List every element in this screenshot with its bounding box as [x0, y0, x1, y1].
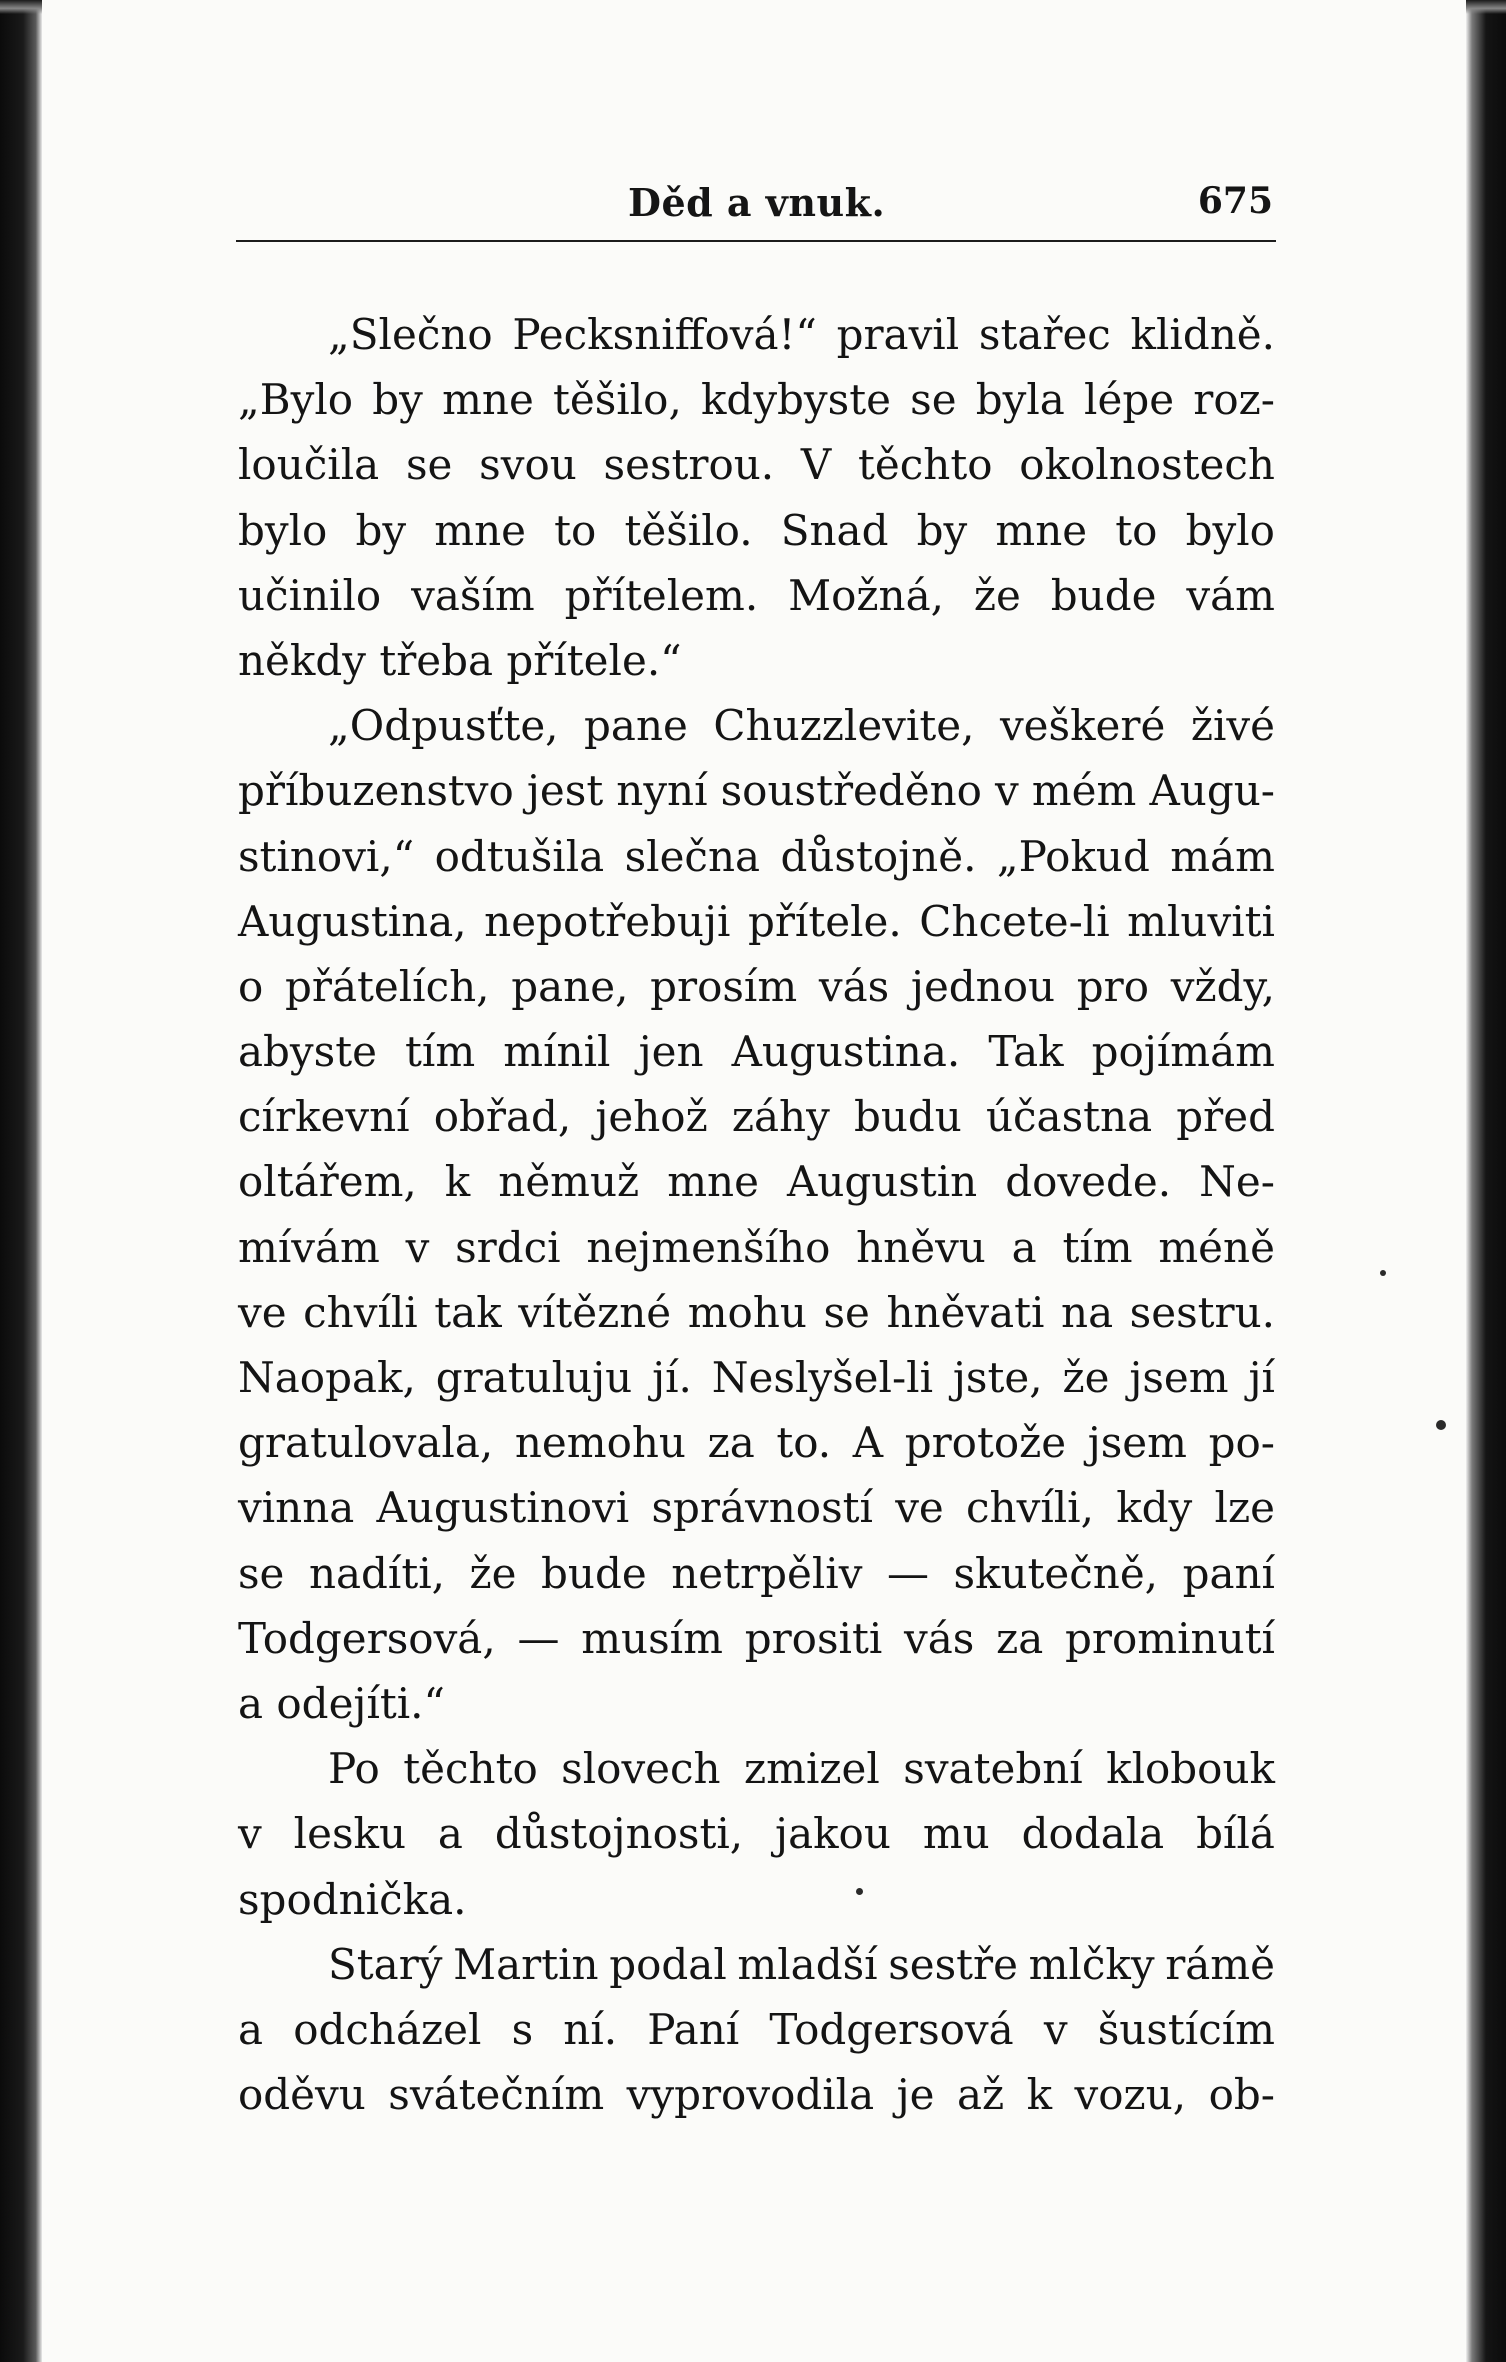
- text-line: o přátelích, pane, prosím vás jednou pro vždy,: [238, 961, 1275, 1011]
- text-line: církevní obřad, jehož záhy budu účastna před: [238, 1092, 1275, 1142]
- text-line: Augustina, nepotřebuji přítele. Chcete-li mluviti: [238, 896, 1275, 946]
- text-line: Naopak, gratuluju jí. Neslyšel-li jste, že jsem jí: [238, 1353, 1275, 1402]
- scan-left-edge: [0, 0, 42, 2362]
- scan-speck: [856, 1888, 863, 1895]
- text-line: příbuzenstvo jest nyní soustředěno v mém Augu-: [238, 766, 1275, 816]
- running-title: Děd a vnuk.: [628, 180, 886, 225]
- text-line: v lesku a důstojnosti, jakou mu dodala bílá: [238, 1809, 1275, 1859]
- text-line: „Odpusťte, pane Chuzzlevite, veškeré živé: [328, 701, 1275, 751]
- text-line: vinna Augustinovi správností ve chvíli, kdy lze: [238, 1483, 1275, 1533]
- text-line: mívám v srdci nejmenšího hněvu a tím méně: [238, 1222, 1275, 1272]
- page-number: 675: [1197, 180, 1273, 222]
- text-line: učinilo vaším přítelem. Možná, že bude vám: [238, 570, 1275, 620]
- text-line: a odcházel s ní. Paní Todgersová v šustícím: [238, 2004, 1275, 2054]
- text-line: Todgersová, — musím prositi vás za prominutí: [238, 1613, 1275, 1663]
- text-line: někdy třeba přítele.“: [238, 635, 682, 685]
- text-line: stinovi,“ odtušila slečna důstojně. „Pokud mám: [238, 831, 1275, 881]
- text-line: spodnička.: [238, 1874, 467, 1924]
- text-line: „Slečno Pecksniffová!“ pravil stařec klidně.: [328, 310, 1275, 359]
- text-line: oděvu svátečním vyprovodila je až k vozu, ob-: [238, 2070, 1275, 2120]
- text-line: oltářem, k němuž mne Augustin dovede. Ne-: [238, 1157, 1275, 1207]
- text-line: Po těchto slovech zmizel svatební klobouk: [328, 1744, 1275, 1794]
- page-header: [238, 180, 1273, 230]
- text-line: ve chvíli tak vítězné mohu se hněvati na sestru.: [238, 1287, 1275, 1337]
- text-line: bylo by mne to těšilo. Snad by mne to bylo: [238, 505, 1275, 555]
- text-line: Starý Martin podal mladší sestře mlčky rámě: [328, 1939, 1275, 1989]
- scan-speck: [1436, 1420, 1446, 1430]
- text-line: „Bylo by mne těšilo, kdybyste se byla lépe roz-: [238, 375, 1275, 425]
- scan-speck: [1380, 1270, 1386, 1276]
- text-line: abyste tím mínil jen Augustina. Tak pojímám: [238, 1027, 1275, 1077]
- text-line: loučila se svou sestrou. V těchto okolnostech: [238, 440, 1275, 490]
- scan-right-edge: [1466, 0, 1506, 2362]
- text-line: a odejíti.“: [238, 1678, 446, 1728]
- text-line: se nadíti, že bude netrpěliv — skutečně, paní: [238, 1548, 1275, 1598]
- text-line: gratulovala, nemohu za to. A protože jsem po-: [238, 1418, 1275, 1468]
- body-text: [238, 302, 1275, 2127]
- header-rule: [236, 240, 1276, 242]
